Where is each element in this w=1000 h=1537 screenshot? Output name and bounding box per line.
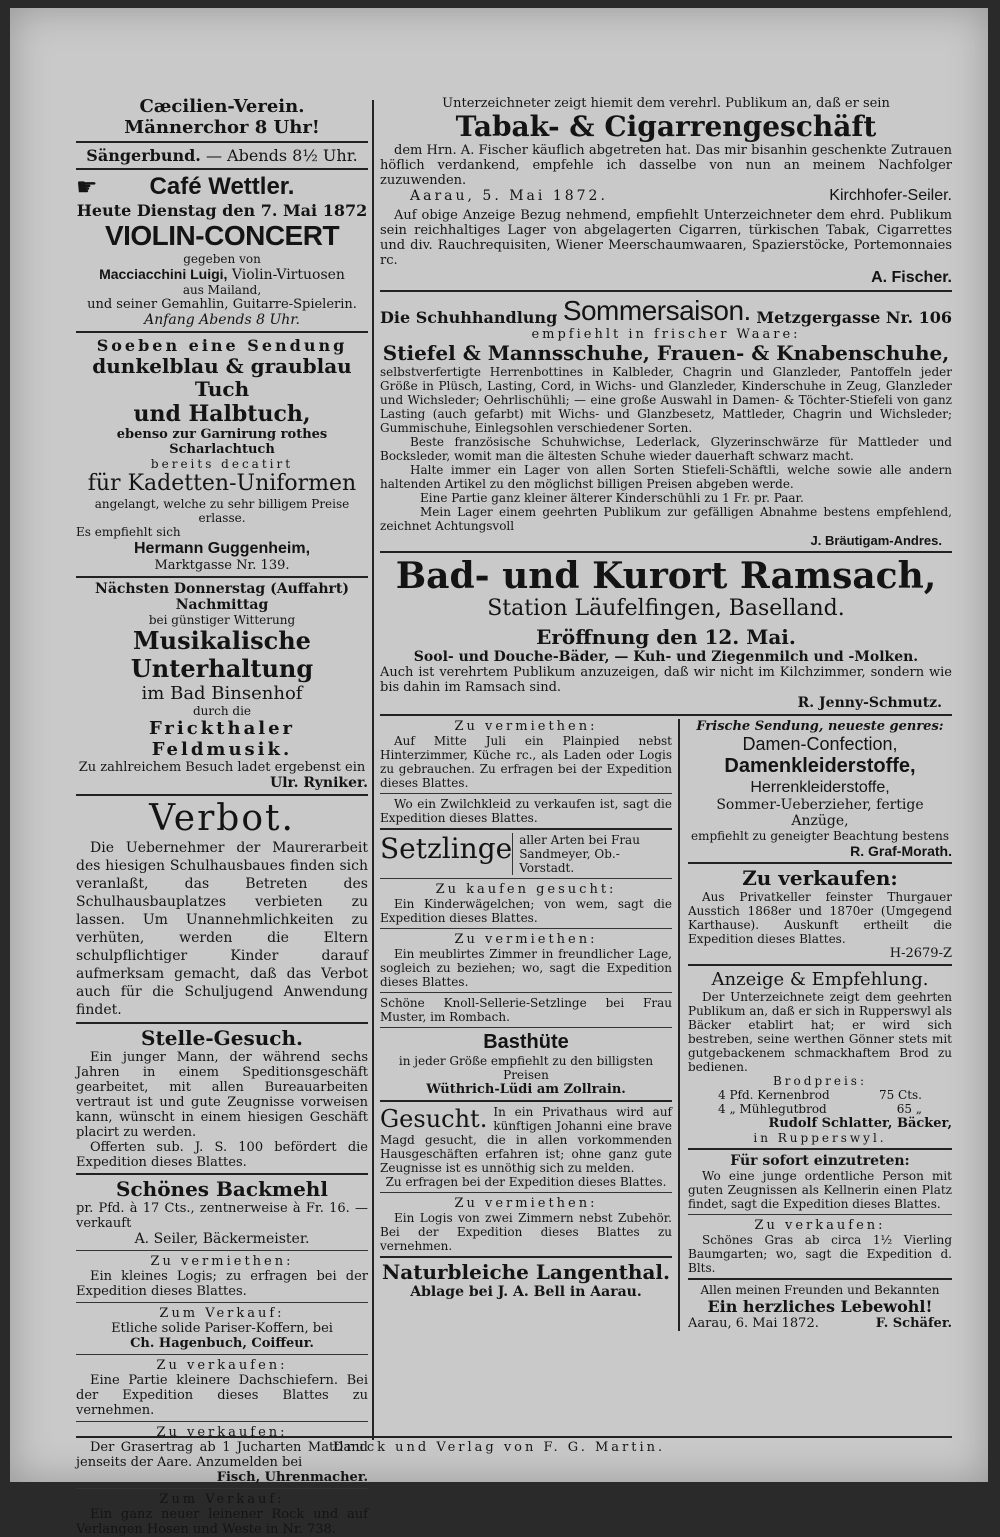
ad-backmehl	[76, 1178, 368, 1247]
divider	[76, 168, 368, 170]
price-label-2: 4 „ Mühlegutbrod	[718, 1102, 827, 1116]
ad-confection	[688, 719, 952, 859]
right-lower-section	[380, 719, 952, 1331]
saengerbund-rest: — Abends 8½ Uhr.	[200, 146, 358, 165]
divider	[688, 862, 952, 864]
wein-text: Aus Privatkeller feinster Thurgauer Ausstich 1868er und 1870er (Umgegend Karthause). Auskunft ertheilt die Expedition dieses Blattes.	[688, 890, 952, 946]
tuch-line-1: Soeben eine Sendung	[96, 336, 348, 355]
wagen-head: Zu kaufen gesucht:	[435, 882, 617, 897]
musik-sign: Ulr. Ryniker.	[270, 775, 368, 791]
divider	[76, 1421, 368, 1422]
divider	[380, 1027, 672, 1028]
divider	[380, 714, 952, 716]
tabak-text: dem Hrn. A. Fischer käuflich abgetreten hat. Das mir bisanhin geschenkte Zutrauen höflich verdankend, empfehle ich dasselbe von nun an meinem Nachfolger zuzuwenden.	[380, 143, 952, 188]
ad-plainpied	[380, 719, 672, 790]
price-value-1: 75 Cts.	[878, 1088, 922, 1102]
schuh-big: Sommersaison.	[562, 295, 751, 326]
price-label-1: 4 Pfd. Kernenbrod	[718, 1088, 830, 1102]
gesucht-text: In ein Privathaus wird auf künftigen Johanni eine brave Magd gesucht, die in allen vorkommenden Hausgeschäften erfahren ist; ohne ganz gute Zeugnisse ist es unnöthig sich zu melden.	[380, 1105, 672, 1175]
abschied-text: Allen meinen Freunden und Bekannten	[700, 1283, 940, 1297]
divider	[380, 551, 952, 553]
abschied-place: Aarau, 6. Mai 1872.	[688, 1316, 819, 1331]
price-value-2: 65 „	[896, 1102, 922, 1116]
musik-line-4: im Bad Binsenhof	[141, 683, 303, 704]
tabak-title: Tabak- & Cigarrengeschäft	[455, 110, 877, 143]
tuch-sign: Hermann Guggenheim,	[133, 540, 311, 557]
tuch-line-3: und Halbtuch,	[133, 401, 311, 427]
performer-wife: und seiner Gemahlin, Guitarre-Spielerin.	[87, 297, 357, 312]
divider	[76, 1302, 368, 1303]
tabak-sign: Kirchhofer-Seiler.	[829, 187, 952, 204]
zimmer-head: Zu vermiethen:	[454, 932, 598, 947]
backmehl-text: pr. Pfd. à 17 Cts., zentnerweise à Fr. 16. — verkauft	[76, 1201, 368, 1231]
ad-kinderwagen	[380, 882, 672, 925]
stelle-title: Stelle-Gesuch.	[141, 1026, 303, 1050]
ad-musik	[76, 581, 368, 791]
setzlinge-title: Setzlinge	[380, 833, 513, 875]
confection-line-3: Herrenkleiderstoffe,	[750, 779, 890, 796]
concert-title: VIOLIN-CONCERT	[104, 220, 340, 251]
basthuete-text: in jeder Größe empfiehlt zu den billigsten Preisen	[398, 1054, 654, 1082]
right-subcolumn	[680, 719, 952, 1331]
koffern-head: Zum Verkauf:	[159, 1306, 285, 1321]
ramsach-sign: R. Jenny-Schmutz.	[797, 695, 942, 711]
schiefer-text: Eine Partie kleinere Dachschiefern. Bei der Expedition dieses Blattes zu vernehmen.	[76, 1373, 368, 1418]
logis-head: Zu vermiethen:	[150, 1254, 294, 1269]
musik-line-5: durch die	[192, 704, 252, 718]
ad-tuch	[76, 336, 368, 573]
logis2-head: Zu vermiethen:	[454, 1196, 598, 1211]
gesucht-title: Gesucht.	[380, 1105, 488, 1133]
ad-ramsach	[380, 556, 952, 711]
caecilien-title: Cæcilien-Verein.	[139, 96, 305, 117]
cafe-date: Heute Dienstag den 7. Mai 1872	[76, 201, 368, 220]
musik-line-3: Musikalische Unterhaltung	[130, 626, 314, 683]
ad-zimmer	[380, 932, 672, 989]
confection-head: Frische Sendung, neueste genres:	[696, 719, 944, 734]
footer-divider	[76, 1436, 952, 1438]
divider	[380, 290, 952, 292]
ad-verbot	[76, 799, 368, 1019]
ad-baecker	[688, 969, 952, 1145]
tuch-line-5: bereits decatirt	[150, 457, 294, 471]
ad-gras-2	[688, 1218, 952, 1275]
ad-kellnerin	[688, 1153, 952, 1211]
tuch-line-6: für Kadetten-Uniformen	[87, 471, 357, 496]
ad-grasertrag	[76, 1425, 368, 1485]
wagen-text: Ein Kinderwägelchen; von wem, sagt die Expedition dieses Blattes.	[380, 897, 672, 925]
koffern-sign: Ch. Hagenbuch, Coiffeur.	[130, 1336, 314, 1351]
ad-setzlinge	[380, 833, 672, 875]
basthuete-sign: Wüthrich-Lüdi am Zollrain.	[426, 1082, 626, 1097]
column-divider	[372, 100, 374, 1440]
tuch-line-2: dunkelblau & graublau Tuch	[92, 354, 352, 401]
confection-line-5: empfiehlt zu geneigter Beachtung bestens	[691, 829, 949, 843]
gras-sign: Fisch, Uhrenmacher.	[216, 1470, 368, 1485]
gras2-head: Zu verkaufen:	[754, 1218, 886, 1233]
divider	[688, 1278, 952, 1280]
caecilien-line: Männerchor 8 Uhr!	[124, 117, 320, 138]
ramsach-text: Auch ist verehrtem Publikum anzuzeigen, daß wir nicht im Kilchzimmer, sondern wie bis dahin im Ramsach sind.	[380, 665, 952, 695]
verbot-text: Die Uebernehmer der Maurerarbeit des hiesigen Schulhausbaues finden sich veranlaßt, das Betreten des Schulhausbauplatzes verbieten zu lassen. Um Unannehmlichkeiten zu verhüten, werden die Eltern schulpflichtiger Kinder darauf aufmerksam gemacht, daß das Verbot auch für die Schuljugend Anwendung findet.	[76, 840, 368, 1018]
verbot-title: Verbot.	[149, 798, 295, 839]
tabak-intro: Unterzeichneter zeigt hiemit dem verehrl. Publikum an, daß er sein	[442, 96, 890, 111]
ad-basthuete	[380, 1031, 672, 1097]
gesucht-ask: Zu erfragen bei der Expedition dieses Blattes.	[385, 1175, 667, 1189]
sellerie-text: Schöne Knoll-Sellerie-Setzlinge bei Frau Muster, im Rombach.	[380, 996, 672, 1024]
schuh-right: Metzgergasse Nr. 106	[756, 308, 952, 327]
gras2-text: Schönes Gras ab circa 1½ Vierling Baumgarten; wo, sagt die Expedition d. Blts.	[688, 1233, 952, 1275]
schiefer-head: Zu verkaufen:	[156, 1358, 288, 1373]
gras-head: Zu verkaufen:	[156, 1425, 288, 1440]
divider	[380, 878, 672, 879]
divider	[76, 1354, 368, 1355]
kellnerin-text: Wo eine junge ordentliche Person mit guten Zeugnissen als Kellnerin einen Platz findet, sagt die Expedition dieses Blattes.	[688, 1169, 952, 1211]
basthuete-title: Basthüte	[483, 1031, 569, 1053]
saengerbund-name: Sängerbund.	[86, 146, 201, 165]
imprint: Druck und Verlag von F. G. Martin.	[332, 1440, 666, 1455]
stelle-offer: Offerten sub. J. S. 100 befördert die Expedition dieses Blattes.	[76, 1140, 368, 1170]
divider	[76, 331, 368, 333]
divider	[380, 1256, 672, 1258]
ramsach-title: Bad- und Kurort Ramsach,	[395, 555, 937, 597]
cafe-name: Café Wettler.	[149, 173, 295, 200]
logis2-text: Ein Logis von zwei Zimmern nebst Zubehör. Bei der Expedition dieses Blattes zu vernehmen.	[380, 1211, 672, 1253]
ad-magd-gesucht	[380, 1105, 672, 1189]
ad-naturbleiche	[380, 1261, 672, 1300]
schuh-sign: J. Bräutigam-Andres.	[810, 533, 942, 548]
baecker-sign: Rudolf Schlatter, Bäcker,	[768, 1116, 952, 1131]
divider	[380, 1100, 672, 1102]
tuch-line-8: Es empfiehlt sich	[76, 525, 181, 539]
backmehl-sign: A. Seiler, Bäckermeister.	[134, 1231, 310, 1247]
divider	[76, 576, 368, 578]
baecker-text: Der Unterzeichnete zeigt dem geehrten Publikum an, daß er sich in Rupperswyl als Bäcker etablirt hat; er wird sich bestreben, seine werthen Gönner stets mit gutgebackenem schmackhaftem Brod zu bedienen.	[688, 990, 952, 1074]
confection-line-4: Sommer-Ueberzieher, fertige Anzüge,	[716, 797, 924, 829]
ramsach-baeder: Sool- und Douche-Bäder, — Kuh- und Ziegenmilch und -Molken.	[413, 649, 919, 665]
schuh-text: selbstverfertigte Herrenbottines in Kalbleder, Chagrin und Glanzleder, Pantoffeln jeder Größe in Plüsch, Lasting, Cord, in Wichs- und Glanzleder, Kinderschuhe in Zeug, Glanzleder und Wichsleder; Oehrlischühli; — eine große Auswahl in Damen- & Töchter-Stiefeli von ganz Lasting (auch gefarbt) mit Wichs- und Glanzbesetz, Mattleder, Chagrin und Wichsleder; Gummischuhe, Einlegsohlen verschiedener Sorten.	[380, 365, 952, 435]
tuch-line-7: angelangt, welche zu sehr billigem Preise erlasse.	[94, 497, 350, 525]
divider	[688, 964, 952, 966]
ad-cafe-wettler	[76, 173, 368, 328]
zwilch-text: Wo ein Zwilchkleid zu verkaufen ist, sagt die Expedition dieses Blattes.	[380, 797, 672, 825]
left-column	[76, 96, 368, 1537]
ad-caecilien	[76, 96, 368, 138]
ad-thurgauer	[688, 867, 952, 961]
schuh-headline: Stiefel & Mannsschuhe, Frauen- & Knabenschuhe,	[382, 341, 950, 365]
plainpied-text: Auf Mitte Juli ein Plainpied nebst Hinterzimmer, Küche rc., als Laden oder Logis zu gebrauchen. Zu erfragen bei der Expedition dieses Blattes.	[380, 734, 672, 790]
ramsach-station: Station Läufelfingen, Baselland.	[487, 596, 845, 621]
schuh-sub: empfiehlt in frischer Waare:	[531, 327, 801, 342]
rock-head: Zum Verkauf:	[159, 1492, 285, 1507]
bleiche-text: Ablage bei J. A. Bell in Aarau.	[410, 1284, 642, 1300]
ramsach-open: Eröffnung den 12. Mai.	[536, 625, 796, 649]
ad-koffern	[76, 1306, 368, 1351]
divider	[688, 1214, 952, 1215]
schuh-text-2: Beste französische Schuhwichse, Lederlack, Glyzerinschwärze für Mattleder und Bocksleder, womit man die ältesten Schuhe wieder dauerhaft schwarz macht.	[380, 435, 952, 463]
musik-line-7: Zu zahlreichem Besuch ladet ergebenst ein	[78, 760, 366, 775]
divider	[76, 1173, 368, 1175]
plainpied-head: Zu vermiethen:	[454, 719, 598, 734]
confection-sign: R. Graf-Morath.	[850, 843, 952, 859]
zimmer-text: Ein meublirtes Zimmer in freundlicher Lage, sogleich zu beziehen; wo, sagt die Expedition dieses Blattes.	[380, 947, 672, 989]
ad-rock	[76, 1492, 368, 1537]
concert-given: gegeben von	[183, 252, 261, 266]
tabak-sign-2: A. Fischer.	[871, 269, 952, 286]
ad-abschied	[688, 1283, 952, 1331]
baecker-place: in Rupperswyl.	[753, 1131, 887, 1145]
schuh-text-5: Mein Lager einem geehrten Publikum zur gefälligen Abnahme bestens empfehlend, zeichnet Achtungsvoll	[380, 505, 952, 533]
ad-tabak	[380, 96, 952, 287]
baecker-title: Anzeige & Empfehlung.	[711, 969, 929, 990]
wein-title: Zu verkaufen:	[742, 866, 898, 890]
musik-line-6: Frickthaler Feldmusik.	[148, 718, 296, 760]
backmehl-title: Schönes Backmehl	[116, 1177, 328, 1201]
abschied-big: Ein herzliches Lebewohl!	[707, 1297, 933, 1316]
stelle-text: Ein junger Mann, der während sechs Jahren in einem Speditionsgeschäft gearbeitet, mit allen Bureauarbeiten vertraut ist und gute Zeugnisse vorweisen kann, wünscht in einem hiesigen Geschäft placirt zu werden.	[76, 1050, 368, 1140]
ad-logis	[76, 1254, 368, 1299]
wein-code: H-2679-Z	[889, 946, 952, 961]
kellnerin-title: Für sofort einzutreten:	[730, 1153, 910, 1169]
bleiche-title: Naturbleiche Langenthal.	[382, 1260, 670, 1284]
rock-text: Ein ganz neuer leinener Rock und auf Verlangen Hosen und Weste in Nr. 738.	[76, 1507, 368, 1537]
divider	[76, 794, 368, 796]
pointing-hand-icon: ☛	[76, 173, 98, 201]
tabak-text-2: Auf obige Anzeige Bezug nehmend, empfiehlt Unterzeichneter dem ehrd. Publikum sein reichhaltiges Lager von abgelagerten Cigarren, türkischen Tabak, Cigarrettes und div. Rauchrequisiten, Wiener Meerschaumwaaren, Spazierstöcke, Portemonnaies rc.	[380, 208, 952, 268]
musik-line-2: bei günstiger Witterung	[148, 613, 296, 627]
schuh-text-3: Halte immer ein Lager von allen Sorten Stiefeli-Schäftli, welche sowie alle andern haltenden Artikel zu den möglichst billigen Preisen abgeben werde.	[380, 463, 952, 491]
koffern-text: Etliche solide Pariser-Koffern, bei	[111, 1321, 333, 1336]
newspaper-page	[10, 8, 988, 1537]
divider	[380, 828, 672, 830]
ad-dachschiefer	[76, 1358, 368, 1418]
middle-subcolumn	[380, 719, 680, 1331]
tuch-address: Marktgasse Nr. 139.	[154, 558, 290, 573]
confection-line-2: Damenkleiderstoffe,	[724, 755, 916, 777]
divider	[380, 793, 672, 794]
divider	[76, 1022, 368, 1024]
performer-role: Violin-Virtuosen	[227, 267, 345, 283]
divider	[380, 928, 672, 929]
confection-line-1: Damen-Confection,	[742, 734, 898, 754]
abschied-sign: F. Schäfer.	[875, 1316, 952, 1331]
tuch-line-4: ebenso zur Garnirung rothes Scharlachtuch	[116, 427, 328, 457]
schuh-left: Die Schuhhandlung	[380, 308, 558, 327]
divider	[76, 141, 368, 143]
performer-name: Macciacchini Luigi,	[99, 266, 228, 282]
musik-line-1: Nächsten Donnerstag (Auffahrt) Nachmittag	[95, 581, 349, 613]
setzlinge-text: aller Arten bei Frau Sandmeyer, Ob.-Vorstadt.	[519, 833, 640, 875]
divider	[76, 1488, 368, 1489]
ad-logis-2	[380, 1196, 672, 1253]
performer-origin: aus Mailand,	[182, 283, 262, 297]
ad-schuhhandlung	[380, 295, 952, 548]
divider	[688, 1148, 952, 1150]
divider	[76, 1250, 368, 1251]
divider	[380, 1192, 672, 1193]
concert-start: Anfang Abends 8 Uhr.	[144, 312, 300, 328]
gras-text: Der Grasertrag ab 1 Jucharten Mattland jenseits der Aare. Anzumelden bei	[76, 1440, 368, 1470]
ad-stelle-gesuch	[76, 1027, 368, 1170]
ad-saengerbund	[76, 146, 368, 165]
schuh-text-4: Eine Partie ganz kleiner älterer Kinderschühli zu 1 Fr. pr. Paar.	[420, 491, 804, 505]
tabak-place: Aarau, 5. Mai 1872.	[410, 188, 608, 204]
right-column	[380, 96, 952, 1331]
baecker-price-head: Brodpreis:	[772, 1074, 868, 1088]
logis-text: Ein kleines Logis; zu erfragen bei der Expedition dieses Blattes.	[76, 1269, 368, 1299]
divider	[380, 992, 672, 993]
